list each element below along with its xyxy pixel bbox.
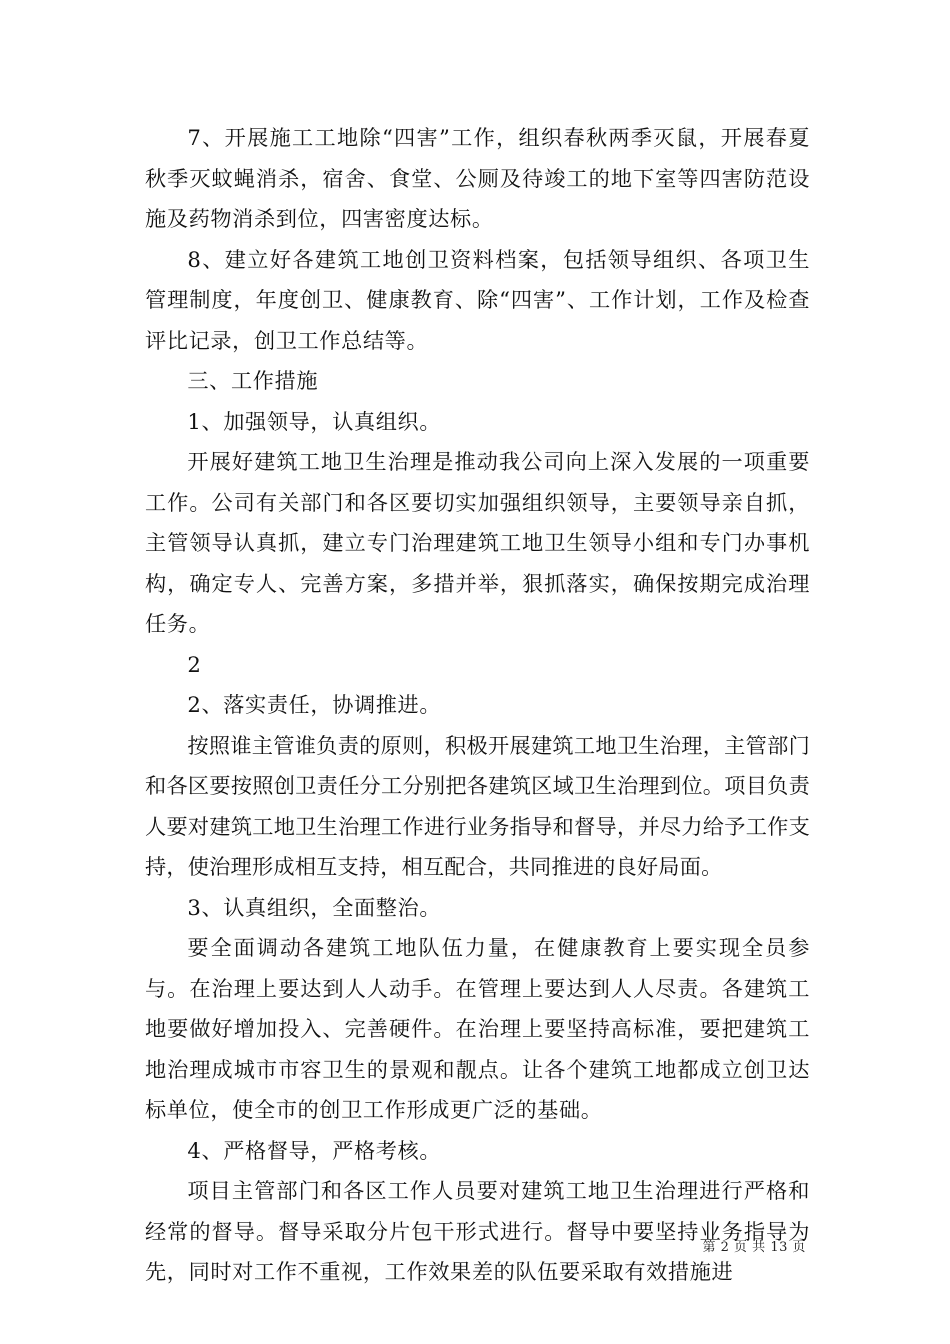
paragraph-responsibility: 按照谁主管谁负责的原则，积极开展建筑工地卫生治理，主管部门和各区要按照创卫责任分工分别把各建筑区域卫生治理到位。项目负责人要对建筑工地卫生治理工作进行业务指导和督导，并尽力给予工作支持，使治理形成相互支持，相互配合，共同推进的良好局面。: [145, 732, 810, 879]
paragraph-item-8: 8、建立好各建筑工地创卫资料档案，包括领导组织、各项卫生管理制度，年度创卫、健康教育、除“四害”、工作计划，工作及检查评比记录，创卫工作总结等。: [145, 246, 810, 353]
subheading-1: 1、加强领导，认真组织。: [187, 408, 442, 434]
paragraph-rectification: 要全面调动各建筑工地队伍力量，在健康教育上要实现全员参与。在治理上要达到人人动手。在管理上要达到人人尽责。各建筑工地要做好增加投入、完善硬件。在治理上要坚持高标准，要把建筑工地治理成城市市容卫生的景观和靓点。让各个建筑工地都成立创卫达标单位，使全市的创卫工作形成更广泛的基础。: [145, 935, 810, 1122]
document-body: [145, 118, 810, 1293]
inline-page-number: 2: [187, 651, 202, 677]
paragraph-leadership: 开展好建筑工地卫生治理是推动我公司向上深入发展的一项重要工作。公司有关部门和各区要切实加强组织领导，主要领导亲自抓，主管领导认真抓，建立专门治理建筑工地卫生领导小组和专门办事机构，确定专人、完善方案，多措并举，狠抓落实，确保按期完成治理任务。: [145, 449, 810, 636]
subheading-2: 2、落实责任，协调推进。: [187, 692, 442, 717]
section-heading-work-measures: 三、工作措施: [187, 368, 319, 393]
paragraph-supervision: 项目主管部门和各区工作人员要对建筑工地卫生治理进行严格和经常的督导。督导采取分片包干形式进行。督导中要坚持业务指导为先，同时对工作不重视，工作效果差的队伍要采取有效措施进: [145, 1178, 810, 1284]
subheading-4: 4、严格督导，严格考核。: [187, 1137, 442, 1163]
page-footer: 第 2 页 共 13 页: [702, 1240, 806, 1255]
paragraph-item-7: 7、开展施工工地除“四害”工作，组织春秋两季灭鼠，开展春夏秋季灭蚊蝇消杀，宿舍、食堂、公厕及待竣工的地下室等四害防范设施及药物消杀到位，四害密度达标。: [145, 125, 810, 231]
subheading-3: 3、认真组织，全面整治。: [187, 894, 442, 920]
